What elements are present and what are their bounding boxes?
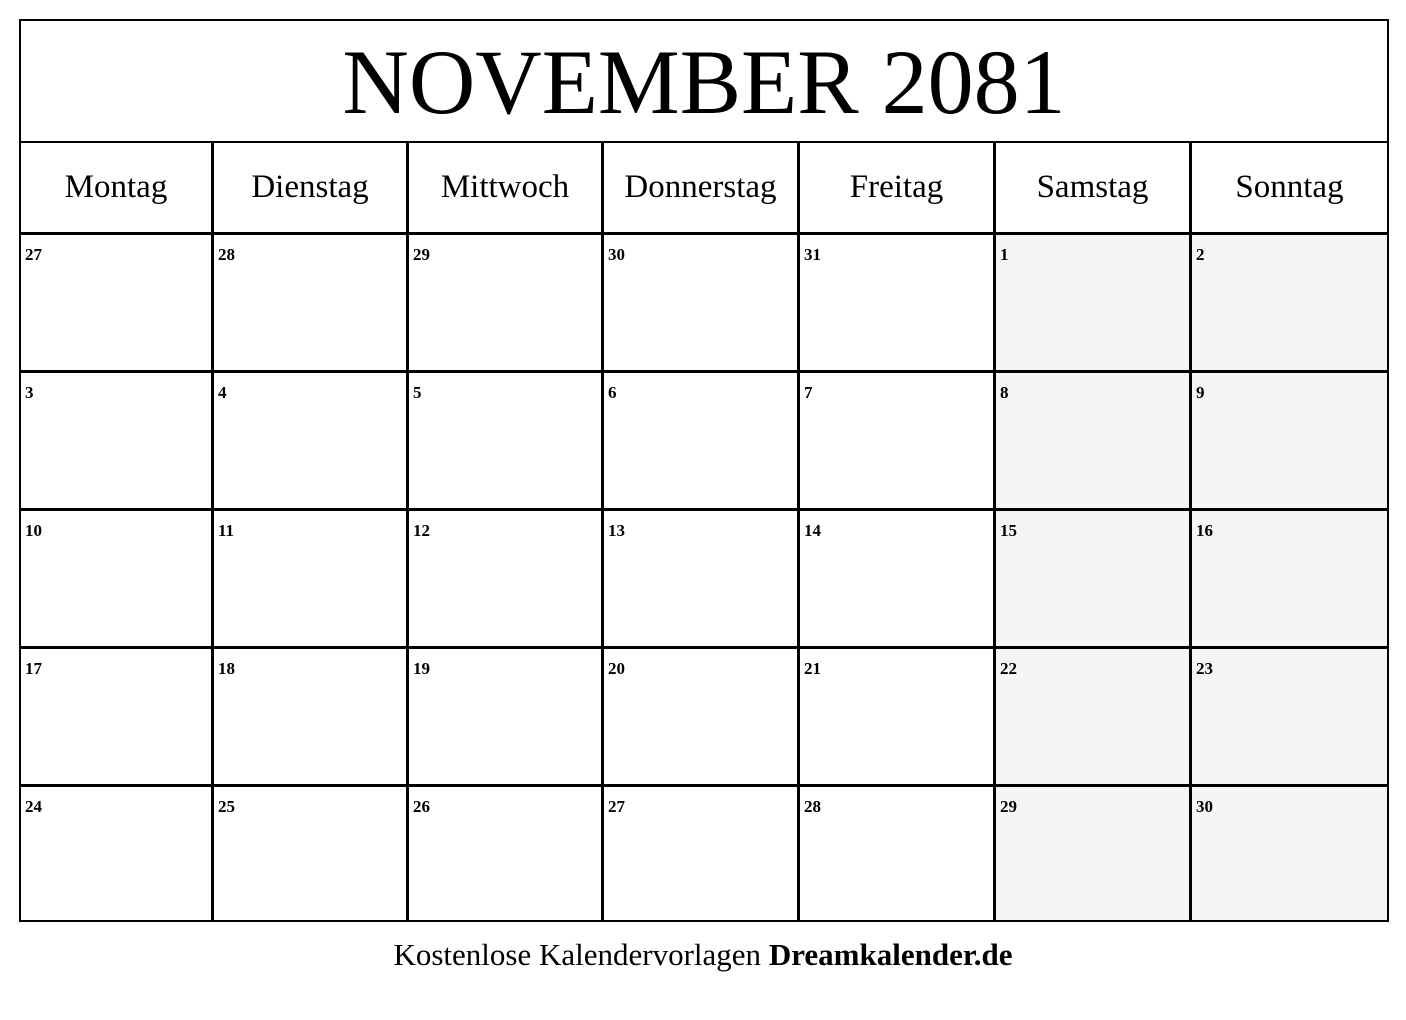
day-number: 12 [413,521,430,540]
day-cell [800,511,996,649]
day-number: 29 [1000,797,1017,816]
day-number: 9 [1196,383,1205,402]
day-number: 18 [218,659,235,678]
weekday-header: Montag [21,143,214,232]
day-cell [409,373,604,511]
day-cell [21,235,214,373]
day-number: 27 [25,245,42,264]
day-cell [1192,235,1387,373]
day-number: 11 [218,521,235,540]
weekday-header-row [21,143,1387,235]
day-number: 7 [804,383,813,402]
day-number: 2 [1196,245,1205,264]
day-number: 13 [608,521,625,540]
day-cell [409,649,604,787]
day-number: 26 [413,797,430,816]
day-cell [409,787,604,920]
day-cell [1192,373,1387,511]
calendar [19,19,1389,922]
footer-brand: Dreamkalender.de [768,937,1013,972]
day-cell [604,787,800,920]
day-number: 16 [1196,521,1213,540]
day-cell [996,511,1192,649]
day-number: 27 [608,797,625,816]
day-cell [1192,787,1387,920]
day-cell [21,373,214,511]
footer [0,937,1406,973]
weekday-header: Mittwoch [409,143,604,232]
day-number: 25 [218,797,235,816]
day-cell [604,511,800,649]
day-number: 17 [25,659,42,678]
title-row [21,21,1387,143]
day-cell [800,373,996,511]
calendar-title: NOVEMBER 2081 [342,31,1066,133]
day-cell [996,787,1192,920]
day-cell [409,235,604,373]
day-number: 8 [1000,383,1009,402]
day-cell [604,235,800,373]
day-cell [604,373,800,511]
day-cell [800,649,996,787]
day-cell [1192,511,1387,649]
day-number: 30 [608,245,625,264]
day-number: 15 [1000,521,1017,540]
day-number: 19 [413,659,430,678]
day-number: 14 [804,521,821,540]
day-cell [996,649,1192,787]
footer-text: Kostenlose Kalendervorlagen [393,937,762,972]
day-grid [21,235,1387,920]
day-number: 4 [218,383,227,402]
day-number: 28 [218,245,235,264]
day-cell [604,649,800,787]
day-number: 3 [25,383,34,402]
day-cell [1192,649,1387,787]
weekday-header: Sonntag [1235,169,1344,205]
day-cell [409,511,604,649]
day-number: 24 [25,797,42,816]
day-cell [214,511,409,649]
day-cell [800,235,996,373]
day-number: 20 [608,659,625,678]
day-number: 22 [1000,659,1017,678]
day-cell [996,373,1192,511]
day-number: 5 [413,383,422,402]
day-cell [21,511,214,649]
day-cell [21,787,214,920]
weekday-header: Freitag [800,143,996,232]
day-number: 28 [804,797,821,816]
day-cell [214,649,409,787]
weekday-header: Samstag [996,143,1192,232]
day-cell [996,235,1192,373]
day-cell [214,373,409,511]
day-number: 23 [1196,659,1213,678]
day-cell [21,649,214,787]
day-cell [800,787,996,920]
day-number: 6 [608,383,617,402]
weekday-header: Dienstag [214,143,409,232]
day-number: 1 [1000,245,1009,264]
day-number: 10 [25,521,42,540]
day-number: 21 [804,659,821,678]
day-number: 31 [804,245,821,264]
weekday-header: Donnerstag [604,143,800,232]
day-number: 30 [1196,797,1213,816]
day-number: 29 [413,245,430,264]
day-cell [214,235,409,373]
day-cell [214,787,409,920]
